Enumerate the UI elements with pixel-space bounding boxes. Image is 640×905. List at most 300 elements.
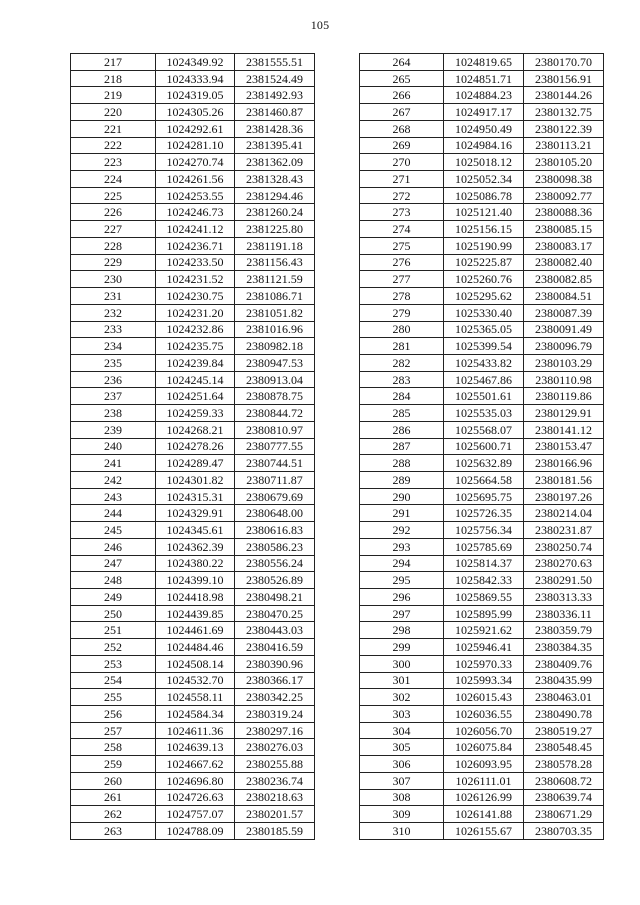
point-number-cell: 264 bbox=[360, 54, 444, 71]
y-coordinate-cell: 2380744.51 bbox=[235, 455, 315, 472]
y-coordinate-cell: 2380416.59 bbox=[235, 639, 315, 656]
table-row bbox=[71, 639, 315, 656]
point-number-cell: 232 bbox=[71, 304, 156, 321]
point-number-cell: 281 bbox=[360, 338, 444, 355]
point-number-cell: 278 bbox=[360, 288, 444, 305]
point-number-cell: 309 bbox=[360, 806, 444, 823]
point-number-cell: 289 bbox=[360, 471, 444, 488]
point-number-cell: 268 bbox=[360, 120, 444, 137]
x-coordinate-cell: 1024667.62 bbox=[156, 756, 235, 773]
y-coordinate-cell: 2380119.86 bbox=[524, 388, 604, 405]
table-row bbox=[71, 321, 315, 338]
y-coordinate-cell: 2380313.33 bbox=[524, 589, 604, 606]
x-coordinate-cell: 1024788.09 bbox=[156, 823, 235, 840]
y-coordinate-cell: 2380084.51 bbox=[524, 288, 604, 305]
table-row bbox=[71, 405, 315, 422]
x-coordinate-cell: 1024289.47 bbox=[156, 455, 235, 472]
x-coordinate-cell: 1025756.34 bbox=[444, 522, 524, 539]
y-coordinate-cell: 2380526.89 bbox=[235, 572, 315, 589]
point-number-cell: 241 bbox=[71, 455, 156, 472]
x-coordinate-cell: 1024362.39 bbox=[156, 538, 235, 555]
x-coordinate-cell: 1025814.37 bbox=[444, 555, 524, 572]
y-coordinate-cell: 2380435.99 bbox=[524, 672, 604, 689]
table-row bbox=[360, 505, 604, 522]
y-coordinate-cell: 2380648.00 bbox=[235, 505, 315, 522]
point-number-cell: 258 bbox=[71, 739, 156, 756]
x-coordinate-cell: 1025467.86 bbox=[444, 371, 524, 388]
x-coordinate-cell: 1025052.34 bbox=[444, 171, 524, 188]
y-coordinate-cell: 2380548.45 bbox=[524, 739, 604, 756]
x-coordinate-cell: 1024726.63 bbox=[156, 789, 235, 806]
table-row bbox=[360, 221, 604, 238]
y-coordinate-cell: 2381395.41 bbox=[235, 137, 315, 154]
table-row bbox=[360, 672, 604, 689]
point-number-cell: 265 bbox=[360, 70, 444, 87]
table-row bbox=[71, 421, 315, 438]
point-number-cell: 226 bbox=[71, 204, 156, 221]
table-row bbox=[71, 371, 315, 388]
table-row bbox=[71, 204, 315, 221]
x-coordinate-cell: 1024305.26 bbox=[156, 104, 235, 121]
y-coordinate-cell: 2380096.79 bbox=[524, 338, 604, 355]
x-coordinate-cell: 1025018.12 bbox=[444, 154, 524, 171]
point-number-cell: 236 bbox=[71, 371, 156, 388]
x-coordinate-cell: 1025726.35 bbox=[444, 505, 524, 522]
y-coordinate-cell: 2380556.24 bbox=[235, 555, 315, 572]
y-coordinate-cell: 2381362.09 bbox=[235, 154, 315, 171]
y-coordinate-cell: 2380181.56 bbox=[524, 471, 604, 488]
table-row bbox=[360, 338, 604, 355]
x-coordinate-cell: 1024984.16 bbox=[444, 137, 524, 154]
x-coordinate-cell: 1025295.62 bbox=[444, 288, 524, 305]
y-coordinate-cell: 2381555.51 bbox=[235, 54, 315, 71]
y-coordinate-cell: 2380490.78 bbox=[524, 706, 604, 723]
table-row bbox=[71, 221, 315, 238]
x-coordinate-cell: 1024233.50 bbox=[156, 254, 235, 271]
y-coordinate-cell: 2380255.88 bbox=[235, 756, 315, 773]
x-coordinate-cell: 1024333.94 bbox=[156, 70, 235, 87]
y-coordinate-cell: 2380091.49 bbox=[524, 321, 604, 338]
y-coordinate-cell: 2381460.87 bbox=[235, 104, 315, 121]
point-number-cell: 243 bbox=[71, 488, 156, 505]
x-coordinate-cell: 1025399.54 bbox=[444, 338, 524, 355]
x-coordinate-cell: 1026056.70 bbox=[444, 722, 524, 739]
point-number-cell: 284 bbox=[360, 388, 444, 405]
table-row bbox=[360, 271, 604, 288]
y-coordinate-cell: 2380170.70 bbox=[524, 54, 604, 71]
x-coordinate-cell: 1024584.34 bbox=[156, 706, 235, 723]
y-coordinate-cell: 2380083.17 bbox=[524, 237, 604, 254]
x-coordinate-cell: 1024253.55 bbox=[156, 187, 235, 204]
point-number-cell: 228 bbox=[71, 237, 156, 254]
x-coordinate-cell: 1024261.56 bbox=[156, 171, 235, 188]
table-row bbox=[360, 137, 604, 154]
y-coordinate-cell: 2380336.11 bbox=[524, 605, 604, 622]
point-number-cell: 229 bbox=[71, 254, 156, 271]
table-row bbox=[360, 589, 604, 606]
x-coordinate-cell: 1025225.87 bbox=[444, 254, 524, 271]
x-coordinate-cell: 1024236.71 bbox=[156, 237, 235, 254]
y-coordinate-cell: 2380214.04 bbox=[524, 505, 604, 522]
point-number-cell: 234 bbox=[71, 338, 156, 355]
point-number-cell: 261 bbox=[71, 789, 156, 806]
table-row bbox=[71, 254, 315, 271]
point-number-cell: 242 bbox=[71, 471, 156, 488]
y-coordinate-cell: 2380166.96 bbox=[524, 455, 604, 472]
x-coordinate-cell: 1025086.78 bbox=[444, 187, 524, 204]
point-number-cell: 233 bbox=[71, 321, 156, 338]
point-number-cell: 271 bbox=[360, 171, 444, 188]
x-coordinate-cell: 1026036.55 bbox=[444, 706, 524, 723]
table-row bbox=[71, 104, 315, 121]
point-number-cell: 294 bbox=[360, 555, 444, 572]
point-number-cell: 293 bbox=[360, 538, 444, 555]
x-coordinate-cell: 1025501.61 bbox=[444, 388, 524, 405]
table-row bbox=[71, 388, 315, 405]
point-number-cell: 249 bbox=[71, 589, 156, 606]
x-coordinate-cell: 1024281.10 bbox=[156, 137, 235, 154]
x-coordinate-cell: 1024484.46 bbox=[156, 639, 235, 656]
x-coordinate-cell: 1024301.82 bbox=[156, 471, 235, 488]
x-coordinate-cell: 1024232.86 bbox=[156, 321, 235, 338]
table-row bbox=[71, 706, 315, 723]
table-row bbox=[71, 488, 315, 505]
table-row bbox=[71, 354, 315, 371]
y-coordinate-cell: 2380679.69 bbox=[235, 488, 315, 505]
table-row bbox=[71, 655, 315, 672]
point-number-cell: 310 bbox=[360, 823, 444, 840]
y-coordinate-cell: 2380390.96 bbox=[235, 655, 315, 672]
x-coordinate-cell: 1024696.80 bbox=[156, 772, 235, 789]
table-row bbox=[360, 756, 604, 773]
point-number-cell: 273 bbox=[360, 204, 444, 221]
y-coordinate-cell: 2380913.04 bbox=[235, 371, 315, 388]
table-row bbox=[71, 438, 315, 455]
point-number-cell: 291 bbox=[360, 505, 444, 522]
x-coordinate-cell: 1025190.99 bbox=[444, 237, 524, 254]
x-coordinate-cell: 1024532.70 bbox=[156, 672, 235, 689]
x-coordinate-cell: 1026111.01 bbox=[444, 772, 524, 789]
point-number-cell: 302 bbox=[360, 689, 444, 706]
x-coordinate-cell: 1024508.14 bbox=[156, 655, 235, 672]
x-coordinate-cell: 1025946.41 bbox=[444, 639, 524, 656]
y-coordinate-cell: 2380185.59 bbox=[235, 823, 315, 840]
table-row bbox=[71, 237, 315, 254]
table-row bbox=[360, 304, 604, 321]
point-number-cell: 254 bbox=[71, 672, 156, 689]
point-number-cell: 306 bbox=[360, 756, 444, 773]
y-coordinate-cell: 2380122.39 bbox=[524, 120, 604, 137]
y-coordinate-cell: 2381051.82 bbox=[235, 304, 315, 321]
y-coordinate-cell: 2381086.71 bbox=[235, 288, 315, 305]
point-number-cell: 276 bbox=[360, 254, 444, 271]
coordinates-table-right bbox=[359, 53, 604, 840]
table-row bbox=[71, 288, 315, 305]
y-coordinate-cell: 2380141.12 bbox=[524, 421, 604, 438]
y-coordinate-cell: 2380639.74 bbox=[524, 789, 604, 806]
point-number-cell: 269 bbox=[360, 137, 444, 154]
x-coordinate-cell: 1025330.40 bbox=[444, 304, 524, 321]
point-number-cell: 223 bbox=[71, 154, 156, 171]
point-number-cell: 287 bbox=[360, 438, 444, 455]
point-number-cell: 275 bbox=[360, 237, 444, 254]
point-number-cell: 297 bbox=[360, 605, 444, 622]
table-row bbox=[360, 104, 604, 121]
y-coordinate-cell: 2380103.29 bbox=[524, 354, 604, 371]
table-row bbox=[71, 338, 315, 355]
point-number-cell: 296 bbox=[360, 589, 444, 606]
y-coordinate-cell: 2380153.47 bbox=[524, 438, 604, 455]
point-number-cell: 250 bbox=[71, 605, 156, 622]
table-row bbox=[360, 154, 604, 171]
y-coordinate-cell: 2380236.74 bbox=[235, 772, 315, 789]
table-row bbox=[360, 823, 604, 840]
x-coordinate-cell: 1024757.07 bbox=[156, 806, 235, 823]
point-number-cell: 218 bbox=[71, 70, 156, 87]
table-row bbox=[71, 672, 315, 689]
point-number-cell: 245 bbox=[71, 522, 156, 539]
point-number-cell: 247 bbox=[71, 555, 156, 572]
point-number-cell: 277 bbox=[360, 271, 444, 288]
point-number-cell: 304 bbox=[360, 722, 444, 739]
y-coordinate-cell: 2380498.21 bbox=[235, 589, 315, 606]
point-number-cell: 292 bbox=[360, 522, 444, 539]
x-coordinate-cell: 1024278.26 bbox=[156, 438, 235, 455]
y-coordinate-cell: 2380810.97 bbox=[235, 421, 315, 438]
point-number-cell: 217 bbox=[71, 54, 156, 71]
point-number-cell: 255 bbox=[71, 689, 156, 706]
table-row bbox=[71, 572, 315, 589]
y-coordinate-cell: 2380276.03 bbox=[235, 739, 315, 756]
table-row bbox=[360, 237, 604, 254]
x-coordinate-cell: 1024270.74 bbox=[156, 154, 235, 171]
point-number-cell: 235 bbox=[71, 354, 156, 371]
table-row bbox=[360, 405, 604, 422]
x-coordinate-cell: 1024558.11 bbox=[156, 689, 235, 706]
x-coordinate-cell: 1024292.61 bbox=[156, 120, 235, 137]
table-row bbox=[360, 288, 604, 305]
y-coordinate-cell: 2380844.72 bbox=[235, 405, 315, 422]
point-number-cell: 244 bbox=[71, 505, 156, 522]
x-coordinate-cell: 1026075.84 bbox=[444, 739, 524, 756]
point-number-cell: 285 bbox=[360, 405, 444, 422]
table-row bbox=[360, 455, 604, 472]
point-number-cell: 259 bbox=[71, 756, 156, 773]
table-row bbox=[360, 706, 604, 723]
table-row bbox=[71, 171, 315, 188]
table-row bbox=[71, 455, 315, 472]
x-coordinate-cell: 1024639.13 bbox=[156, 739, 235, 756]
table-row bbox=[360, 605, 604, 622]
y-coordinate-cell: 2381156.43 bbox=[235, 254, 315, 271]
table-row bbox=[71, 154, 315, 171]
x-coordinate-cell: 1024315.31 bbox=[156, 488, 235, 505]
y-coordinate-cell: 2381524.49 bbox=[235, 70, 315, 87]
x-coordinate-cell: 1024329.91 bbox=[156, 505, 235, 522]
x-coordinate-cell: 1024319.05 bbox=[156, 87, 235, 104]
x-coordinate-cell: 1026141.88 bbox=[444, 806, 524, 823]
x-coordinate-cell: 1026126.99 bbox=[444, 789, 524, 806]
table-row bbox=[360, 54, 604, 71]
point-number-cell: 251 bbox=[71, 622, 156, 639]
x-coordinate-cell: 1024231.52 bbox=[156, 271, 235, 288]
table-row bbox=[71, 271, 315, 288]
y-coordinate-cell: 2380144.26 bbox=[524, 87, 604, 104]
y-coordinate-cell: 2381191.18 bbox=[235, 237, 315, 254]
y-coordinate-cell: 2380878.75 bbox=[235, 388, 315, 405]
y-coordinate-cell: 2381225.80 bbox=[235, 221, 315, 238]
table-row bbox=[71, 505, 315, 522]
table-row bbox=[71, 538, 315, 555]
table-row bbox=[360, 171, 604, 188]
y-coordinate-cell: 2380777.55 bbox=[235, 438, 315, 455]
y-coordinate-cell: 2380578.28 bbox=[524, 756, 604, 773]
y-coordinate-cell: 2380366.17 bbox=[235, 672, 315, 689]
point-number-cell: 262 bbox=[71, 806, 156, 823]
table-row bbox=[360, 87, 604, 104]
table-row bbox=[71, 589, 315, 606]
y-coordinate-cell: 2380201.57 bbox=[235, 806, 315, 823]
x-coordinate-cell: 1025632.89 bbox=[444, 455, 524, 472]
y-coordinate-cell: 2381260.24 bbox=[235, 204, 315, 221]
point-number-cell: 238 bbox=[71, 405, 156, 422]
y-coordinate-cell: 2380231.87 bbox=[524, 522, 604, 539]
point-number-cell: 224 bbox=[71, 171, 156, 188]
y-coordinate-cell: 2380443.03 bbox=[235, 622, 315, 639]
y-coordinate-cell: 2380671.29 bbox=[524, 806, 604, 823]
x-coordinate-cell: 1025869.55 bbox=[444, 589, 524, 606]
table-row bbox=[71, 739, 315, 756]
y-coordinate-cell: 2380270.63 bbox=[524, 555, 604, 572]
point-number-cell: 298 bbox=[360, 622, 444, 639]
table-row bbox=[71, 87, 315, 104]
table-row bbox=[360, 120, 604, 137]
y-coordinate-cell: 2380586.23 bbox=[235, 538, 315, 555]
y-coordinate-cell: 2381121.59 bbox=[235, 271, 315, 288]
table-row bbox=[360, 722, 604, 739]
y-coordinate-cell: 2380085.15 bbox=[524, 221, 604, 238]
point-number-cell: 303 bbox=[360, 706, 444, 723]
point-number-cell: 299 bbox=[360, 639, 444, 656]
point-number-cell: 280 bbox=[360, 321, 444, 338]
table-row bbox=[71, 722, 315, 739]
point-number-cell: 267 bbox=[360, 104, 444, 121]
point-number-cell: 239 bbox=[71, 421, 156, 438]
point-number-cell: 300 bbox=[360, 655, 444, 672]
y-coordinate-cell: 2380982.18 bbox=[235, 338, 315, 355]
point-number-cell: 219 bbox=[71, 87, 156, 104]
point-number-cell: 221 bbox=[71, 120, 156, 137]
x-coordinate-cell: 1025433.82 bbox=[444, 354, 524, 371]
y-coordinate-cell: 2380250.74 bbox=[524, 538, 604, 555]
table-row bbox=[360, 622, 604, 639]
y-coordinate-cell: 2380319.24 bbox=[235, 706, 315, 723]
x-coordinate-cell: 1024245.14 bbox=[156, 371, 235, 388]
table-row bbox=[360, 522, 604, 539]
x-coordinate-cell: 1025842.33 bbox=[444, 572, 524, 589]
point-number-cell: 253 bbox=[71, 655, 156, 672]
table-row bbox=[360, 806, 604, 823]
x-coordinate-cell: 1025535.03 bbox=[444, 405, 524, 422]
point-number-cell: 283 bbox=[360, 371, 444, 388]
x-coordinate-cell: 1025993.34 bbox=[444, 672, 524, 689]
table-row bbox=[360, 254, 604, 271]
table-row bbox=[360, 321, 604, 338]
point-number-cell: 231 bbox=[71, 288, 156, 305]
table-row bbox=[71, 622, 315, 639]
y-coordinate-cell: 2380087.39 bbox=[524, 304, 604, 321]
y-coordinate-cell: 2380297.16 bbox=[235, 722, 315, 739]
y-coordinate-cell: 2380711.87 bbox=[235, 471, 315, 488]
x-coordinate-cell: 1024239.84 bbox=[156, 354, 235, 371]
x-coordinate-cell: 1024241.12 bbox=[156, 221, 235, 238]
point-number-cell: 282 bbox=[360, 354, 444, 371]
table-row bbox=[360, 187, 604, 204]
x-coordinate-cell: 1025156.15 bbox=[444, 221, 524, 238]
x-coordinate-cell: 1024950.49 bbox=[444, 120, 524, 137]
x-coordinate-cell: 1024259.33 bbox=[156, 405, 235, 422]
table-row bbox=[71, 605, 315, 622]
y-coordinate-cell: 2380409.76 bbox=[524, 655, 604, 672]
table-row bbox=[71, 555, 315, 572]
y-coordinate-cell: 2380947.53 bbox=[235, 354, 315, 371]
table-row bbox=[360, 371, 604, 388]
page-number: 105 bbox=[310, 18, 330, 32]
table-row bbox=[71, 70, 315, 87]
y-coordinate-cell: 2380616.83 bbox=[235, 522, 315, 539]
x-coordinate-cell: 1025664.58 bbox=[444, 471, 524, 488]
table-row bbox=[360, 204, 604, 221]
x-coordinate-cell: 1024345.61 bbox=[156, 522, 235, 539]
x-coordinate-cell: 1024611.36 bbox=[156, 722, 235, 739]
y-coordinate-cell: 2380384.35 bbox=[524, 639, 604, 656]
x-coordinate-cell: 1024246.73 bbox=[156, 204, 235, 221]
table-row bbox=[360, 538, 604, 555]
y-coordinate-cell: 2381016.96 bbox=[235, 321, 315, 338]
x-coordinate-cell: 1024230.75 bbox=[156, 288, 235, 305]
table-row bbox=[360, 354, 604, 371]
y-coordinate-cell: 2380291.50 bbox=[524, 572, 604, 589]
table-row bbox=[71, 137, 315, 154]
y-coordinate-cell: 2380608.72 bbox=[524, 772, 604, 789]
point-number-cell: 227 bbox=[71, 221, 156, 238]
point-number-cell: 257 bbox=[71, 722, 156, 739]
table-row bbox=[71, 187, 315, 204]
point-number-cell: 307 bbox=[360, 772, 444, 789]
x-coordinate-cell: 1025895.99 bbox=[444, 605, 524, 622]
x-coordinate-cell: 1024231.20 bbox=[156, 304, 235, 321]
x-coordinate-cell: 1024380.22 bbox=[156, 555, 235, 572]
y-coordinate-cell: 2380113.21 bbox=[524, 137, 604, 154]
x-coordinate-cell: 1025260.76 bbox=[444, 271, 524, 288]
table-row bbox=[360, 789, 604, 806]
table-row bbox=[71, 522, 315, 539]
point-number-cell: 252 bbox=[71, 639, 156, 656]
x-coordinate-cell: 1024439.85 bbox=[156, 605, 235, 622]
point-number-cell: 256 bbox=[71, 706, 156, 723]
table-row bbox=[360, 438, 604, 455]
y-coordinate-cell: 2380092.77 bbox=[524, 187, 604, 204]
point-number-cell: 248 bbox=[71, 572, 156, 589]
y-coordinate-cell: 2380110.98 bbox=[524, 371, 604, 388]
x-coordinate-cell: 1024235.75 bbox=[156, 338, 235, 355]
x-coordinate-cell: 1026015.43 bbox=[444, 689, 524, 706]
table-row bbox=[71, 823, 315, 840]
point-number-cell: 266 bbox=[360, 87, 444, 104]
point-number-cell: 290 bbox=[360, 488, 444, 505]
point-number-cell: 305 bbox=[360, 739, 444, 756]
table-row bbox=[360, 471, 604, 488]
